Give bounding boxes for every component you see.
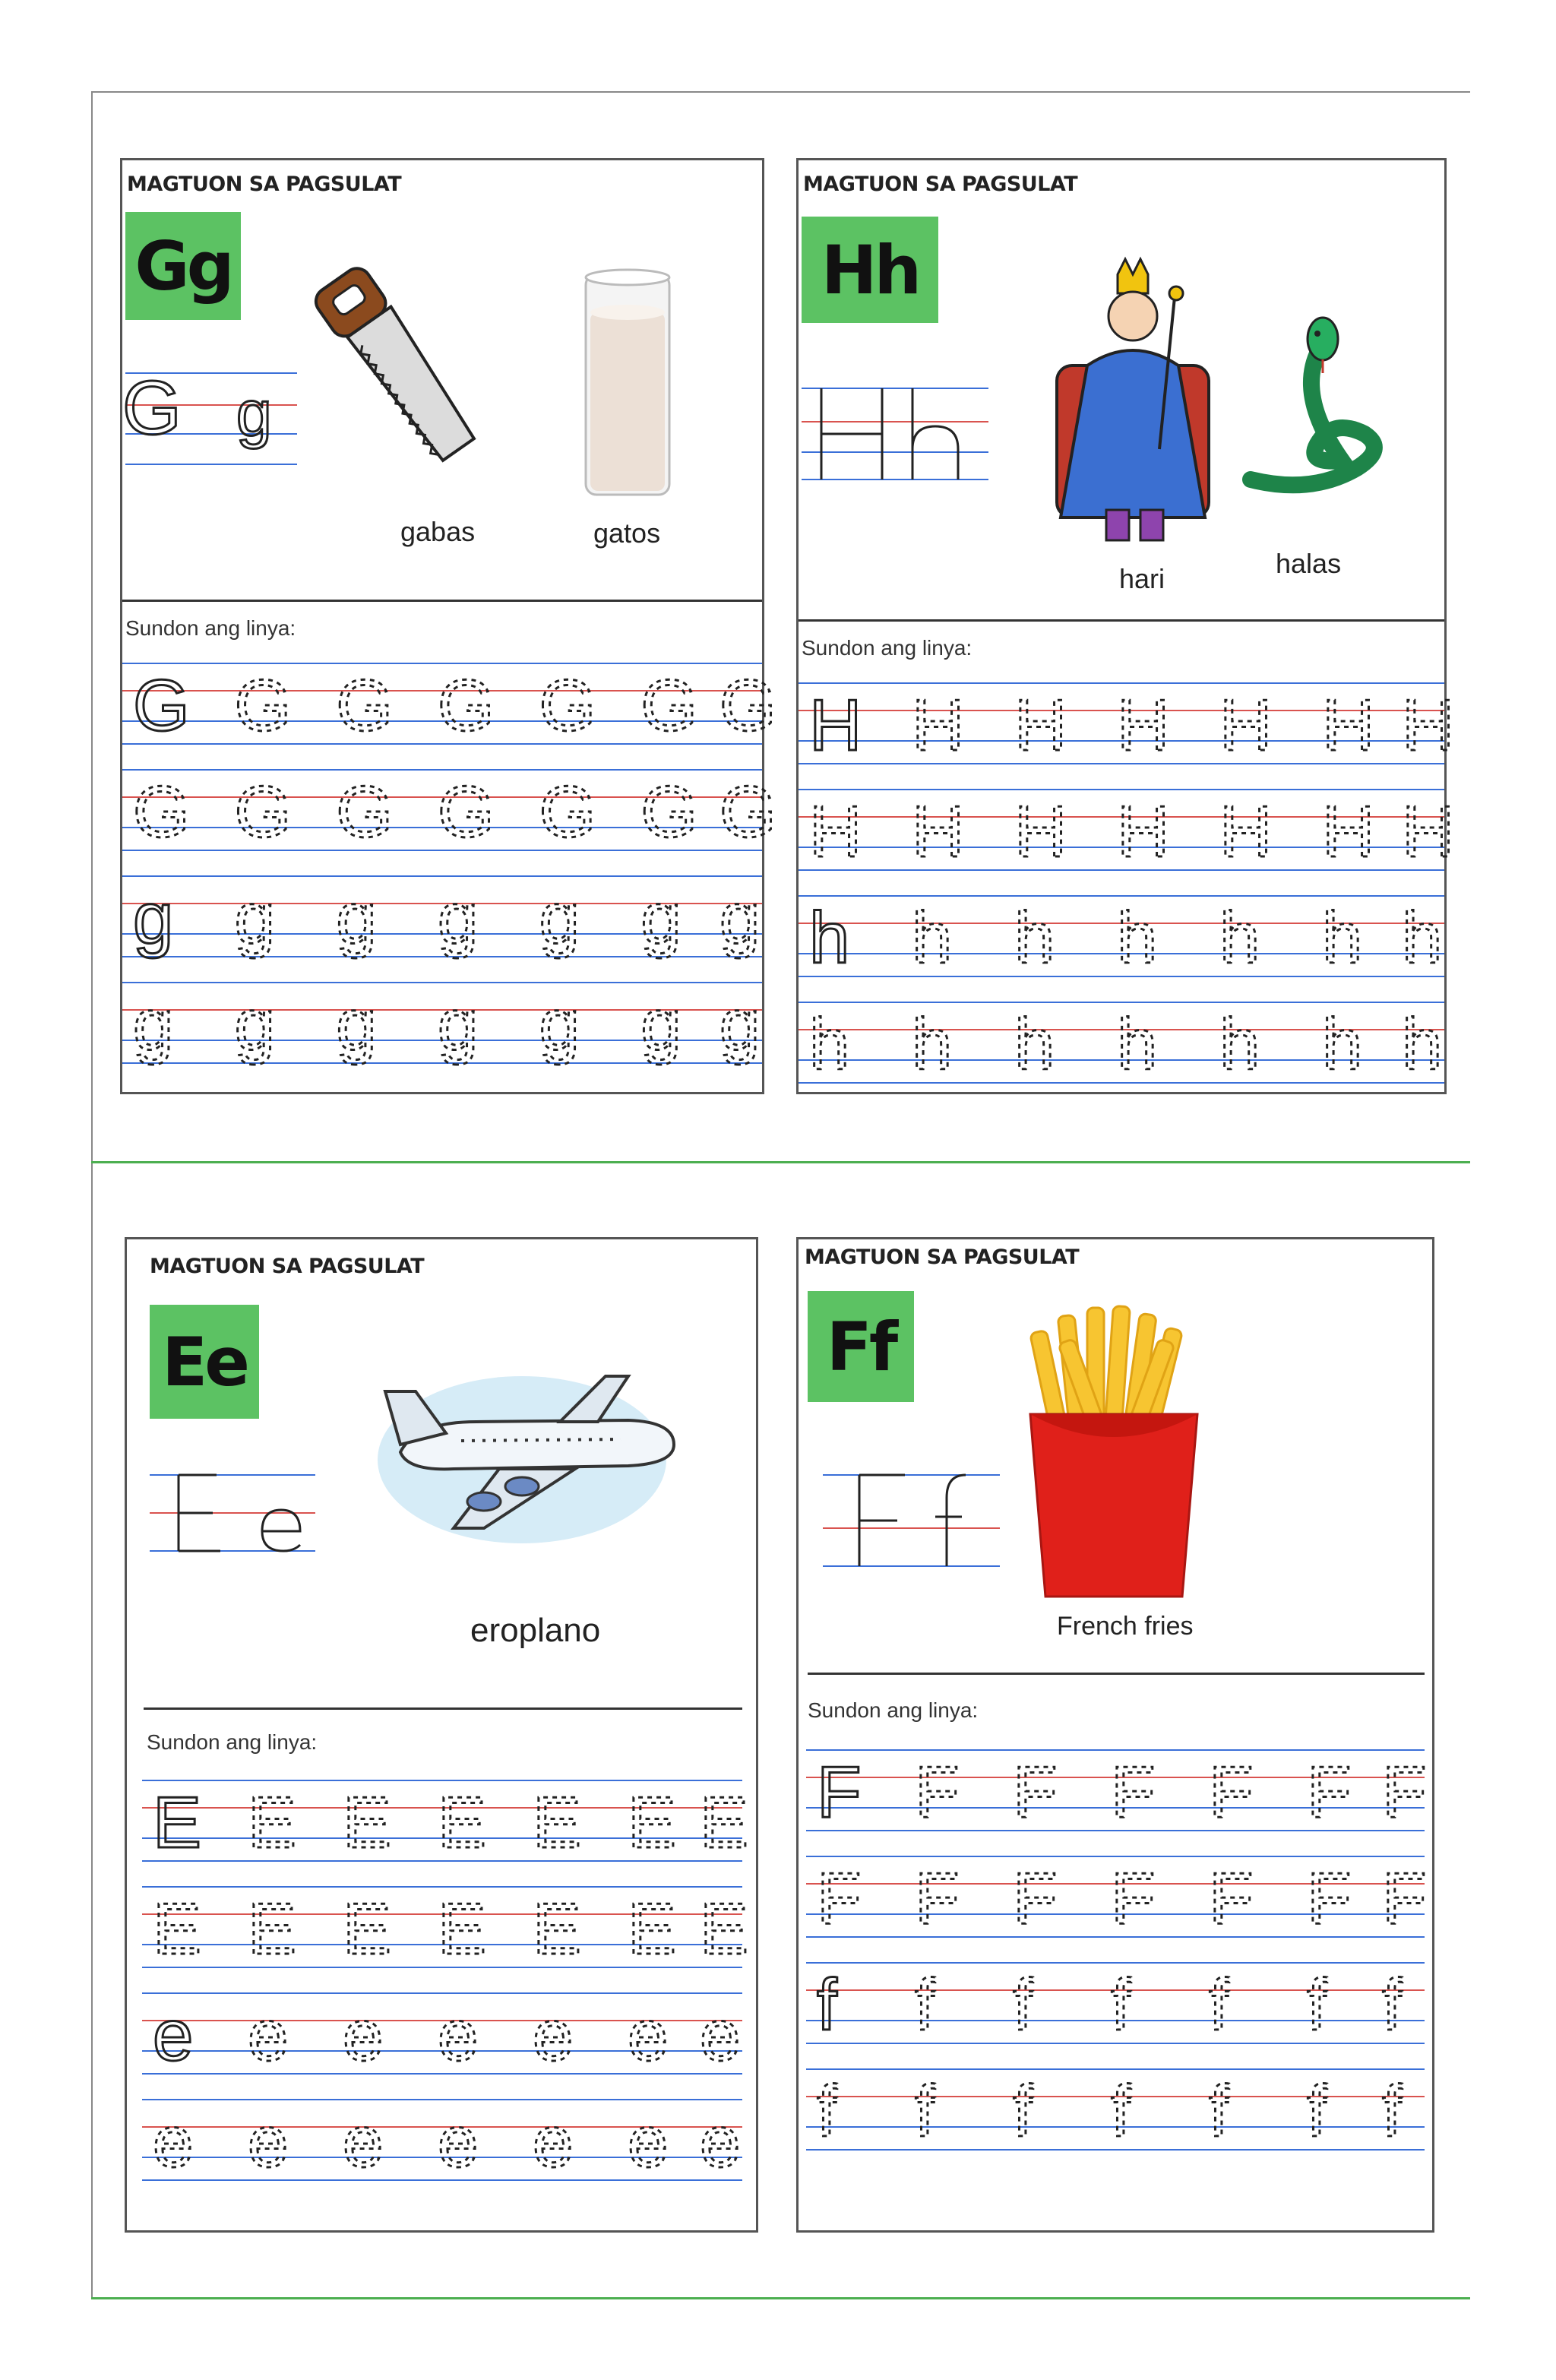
trace-letter: e [343, 1995, 384, 2076]
trace-letter: G [438, 665, 495, 746]
trace-letter: G [539, 771, 596, 853]
word-label: French fries [1057, 1612, 1194, 1641]
tracing-area [142, 1771, 749, 2197]
trace-letter: e [343, 2101, 384, 2182]
svg-text:g: g [236, 378, 272, 449]
trace-letter: H [912, 685, 965, 766]
trace-letter: G [719, 771, 776, 853]
letter-badge: Ee [150, 1305, 259, 1419]
trace-letter: F [915, 1858, 960, 1939]
trace-letter: f [1382, 1964, 1403, 2046]
trace-letter: E [343, 1888, 392, 1970]
trace-letter: F [817, 1858, 862, 1939]
trace-letter: h [1402, 897, 1443, 979]
trace-letter: g [234, 984, 276, 1065]
trace-letter: G [640, 665, 698, 746]
trace-letter: e [700, 2101, 741, 2182]
trace-letter: g [719, 878, 761, 959]
trace-letter: h [1322, 897, 1363, 979]
trace-letter: f [817, 1964, 837, 2046]
trace-letter: e [628, 2101, 669, 2182]
trace-letter: H [1117, 685, 1170, 766]
trace-letter: H [1014, 685, 1067, 766]
trace-letter: F [1111, 1752, 1156, 1833]
trace-letter: g [133, 878, 174, 959]
trace-letter: f [1209, 1964, 1229, 2046]
trace-letter: G [336, 771, 394, 853]
trace-letter: G [234, 771, 292, 853]
trace-letter: G [234, 665, 292, 746]
trace-letter: f [1307, 2071, 1327, 2152]
instruction-label: Sundon ang linya: [802, 636, 972, 660]
trace-letter: G [133, 771, 190, 853]
stroke-guide-icon [821, 1445, 1004, 1589]
instruction-label: Sundon ang linya: [125, 616, 296, 640]
trace-letter: h [809, 897, 850, 979]
trace-letter: f [1111, 2071, 1131, 2152]
trace-letter: h [809, 1004, 850, 1085]
outer-frame-left [91, 91, 93, 2299]
trace-letter: h [1219, 1004, 1260, 1085]
card-title: MAGTUON SA PAGSULAT [803, 172, 1078, 196]
trace-letter: E [153, 1888, 202, 1970]
trace-letter: G [640, 771, 698, 853]
section-divider [808, 1673, 1425, 1675]
trace-letter: g [640, 878, 682, 959]
trace-letter: g [133, 984, 174, 1065]
trace-letter: E [628, 1782, 677, 1863]
trace-letter: g [438, 878, 479, 959]
trace-letter: E [153, 1782, 202, 1863]
letter-badge: Hh [802, 217, 938, 323]
trace-letter: g [234, 878, 276, 959]
tracing-area [122, 654, 776, 1080]
king-icon [1042, 252, 1224, 555]
trace-letter: G [539, 665, 596, 746]
trace-letter: e [248, 2101, 289, 2182]
trace-letter: F [817, 1752, 862, 1833]
tracing-rows [799, 674, 1455, 1100]
section-divider [799, 619, 1444, 622]
trace-letter: F [1307, 1858, 1352, 1939]
tracing-rows [142, 1771, 749, 2197]
trace-letter: g [539, 984, 580, 1065]
card-title: MAGTUON SA PAGSULAT [150, 1255, 425, 1278]
trace-letter: H [1322, 685, 1375, 766]
trace-letter: e [153, 1995, 194, 2076]
word-label: gatos [593, 517, 661, 549]
trace-letter: e [153, 2101, 194, 2182]
trace-letter: E [343, 1782, 392, 1863]
trace-letter: f [1382, 2071, 1403, 2152]
instruction-label: Sundon ang linya: [808, 1698, 979, 1722]
milk-glass-icon [578, 267, 677, 502]
trace-letter: E [438, 1782, 487, 1863]
trace-letter: H [1117, 791, 1170, 872]
trace-letter: E [533, 1782, 582, 1863]
tracing-rows [806, 1741, 1425, 2166]
section-divider [91, 1161, 1470, 1163]
trace-letter: E [438, 1888, 487, 1970]
trace-letter: f [817, 2071, 837, 2152]
trace-letter: F [1111, 1858, 1156, 1939]
word-label: hari [1119, 563, 1165, 594]
worksheet-card-g [120, 158, 776, 1094]
trace-letter: e [700, 1995, 741, 2076]
trace-letter: H [1322, 791, 1375, 872]
trace-letter: F [915, 1752, 960, 1833]
trace-letter: e [248, 1995, 289, 2076]
outer-frame-top [91, 91, 1470, 93]
trace-letter: G [719, 665, 776, 746]
trace-letter: h [912, 1004, 953, 1085]
word-label: eroplano [470, 1612, 601, 1649]
trace-letter: h [1117, 1004, 1158, 1085]
card-title: MAGTUON SA PAGSULAT [127, 172, 402, 196]
trace-letter: f [1307, 1964, 1327, 2046]
saw-icon [312, 252, 487, 479]
trace-letter: e [438, 1995, 479, 2076]
trace-letter: g [438, 984, 479, 1065]
trace-letter: H [809, 791, 862, 872]
outer-frame-bottom [91, 2297, 1470, 2299]
instruction-label: Sundon ang linya: [147, 1730, 318, 1754]
trace-letter: F [1209, 1858, 1254, 1939]
trace-letter: H [1402, 685, 1455, 766]
trace-letter: F [1013, 1752, 1058, 1833]
trace-letter: g [336, 984, 377, 1065]
trace-letter: g [640, 984, 682, 1065]
trace-letter: H [809, 685, 862, 766]
trace-letter: E [248, 1782, 297, 1863]
card-title: MAGTUON SA PAGSULAT [805, 1245, 1080, 1269]
trace-letter: h [1014, 897, 1055, 979]
worksheet-card-e [125, 1237, 758, 2233]
trace-letter: f [1013, 2071, 1033, 2152]
trace-letter: e [533, 2101, 574, 2182]
trace-letter: e [533, 1995, 574, 2076]
trace-letter: H [912, 791, 965, 872]
word-label: halas [1276, 548, 1342, 579]
stroke-guide-icon [148, 1445, 323, 1581]
trace-letter: H [1219, 685, 1273, 766]
stroke-guide-icon [122, 358, 305, 479]
french-fries-icon [1019, 1300, 1209, 1604]
tracing-area [799, 674, 1455, 1100]
trace-letter: E [700, 1888, 749, 1970]
trace-letter: f [1111, 1964, 1131, 2046]
trace-letter: G [133, 665, 190, 746]
trace-letter: g [336, 878, 377, 959]
trace-letter: E [248, 1888, 297, 1970]
worksheet-card-h [796, 158, 1455, 1094]
trace-letter: E [628, 1888, 677, 1970]
trace-letter: H [1219, 791, 1273, 872]
trace-letter: g [719, 984, 761, 1065]
trace-letter: h [1117, 897, 1158, 979]
worksheet-card-f [796, 1237, 1434, 2233]
svg-text:G: G [122, 366, 182, 451]
word-label: gabas [400, 516, 476, 547]
trace-letter: F [1013, 1858, 1058, 1939]
trace-letter: f [1013, 1964, 1033, 2046]
trace-letter: h [1219, 897, 1260, 979]
letter-badge: Gg [125, 212, 241, 320]
trace-letter: f [915, 2071, 935, 2152]
trace-letter: h [1402, 1004, 1443, 1085]
trace-letter: g [539, 878, 580, 959]
trace-letter: e [438, 2101, 479, 2182]
trace-letter: E [533, 1888, 582, 1970]
trace-letter: G [438, 771, 495, 853]
trace-letter: f [915, 1964, 935, 2046]
trace-letter: F [1382, 1858, 1427, 1939]
stroke-guide-icon [799, 373, 1004, 502]
trace-letter: H [1014, 791, 1067, 872]
trace-letter: F [1209, 1752, 1254, 1833]
trace-letter: H [1402, 791, 1455, 872]
trace-letter: f [1209, 2071, 1229, 2152]
trace-letter: h [1014, 1004, 1055, 1085]
trace-letter: F [1307, 1752, 1352, 1833]
trace-letter: F [1382, 1752, 1427, 1833]
trace-letter: G [336, 665, 394, 746]
section-divider [144, 1707, 742, 1710]
trace-letter: h [912, 897, 953, 979]
airplane-icon [370, 1331, 689, 1559]
trace-letter: e [628, 1995, 669, 2076]
tracing-area [806, 1741, 1425, 2166]
letter-badge: Ff [808, 1291, 914, 1402]
section-divider [122, 600, 762, 602]
snake-icon [1235, 305, 1395, 502]
tracing-rows [122, 654, 776, 1080]
trace-letter: E [700, 1782, 749, 1863]
trace-letter: h [1322, 1004, 1363, 1085]
